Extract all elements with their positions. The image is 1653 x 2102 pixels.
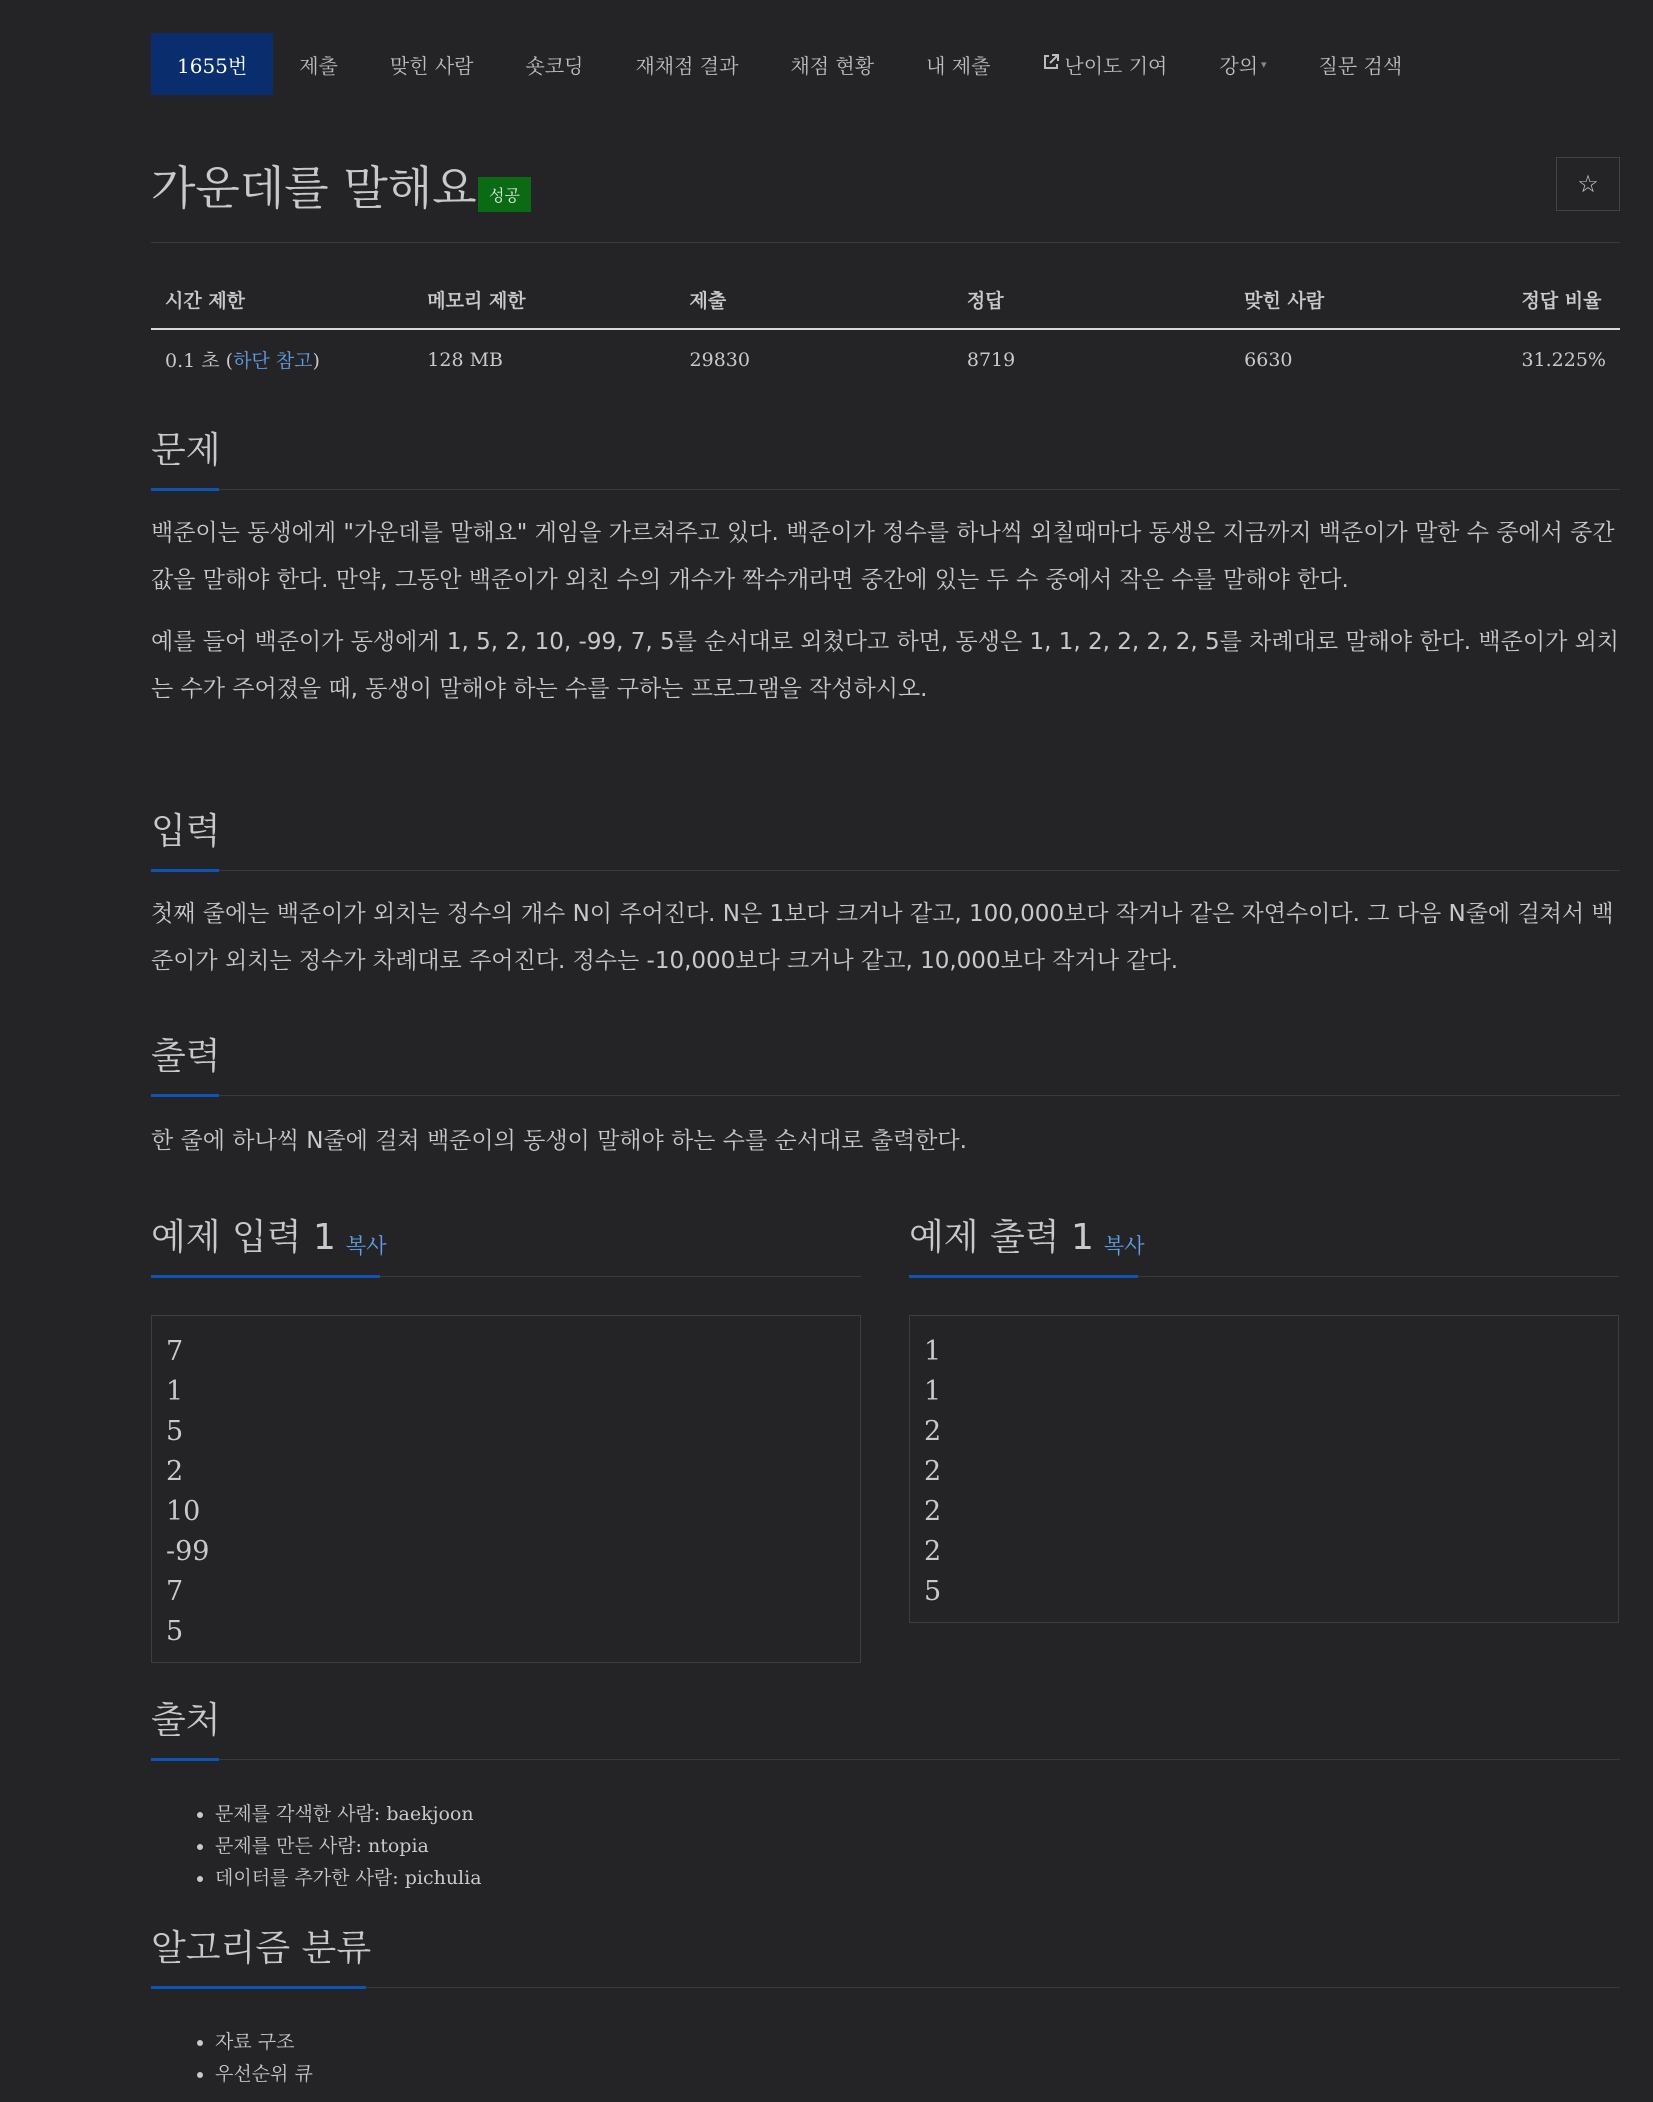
section-underline [151, 1758, 219, 1761]
algorithm-tag[interactable]: • 우선순위 큐 [215, 2058, 1620, 2090]
problem-paragraph-1: 백준이는 동생에게 "가운데를 말해요" 게임을 가르쳐주고 있다. 백준이가 정수를 하나씩 외칠때마다 동생은 지금까지 백준이가 말한 수 중에서 중간값을 말해야 한다. 만약, 그동안 백준이가 외친 수의 개수가 짝수개라면 중간에 있는 두 수 중에서 작은 수를 말해야 한다. [151, 520, 1615, 593]
caret-down-icon: ▾ [1261, 57, 1267, 71]
sample-input-heading: 예제 입력 1 [151, 1217, 336, 1258]
th-memory-limit: 메모리 제한 [413, 272, 675, 329]
sample-input-line: 7 [166, 1336, 184, 1367]
source-section [151, 1697, 1620, 1894]
sample-output-line: 5 [924, 1576, 942, 1607]
cell-time-limit [151, 329, 413, 389]
sample-output-line: 2 [924, 1456, 942, 1487]
nav-tab-problem[interactable] [151, 33, 273, 95]
time-limit-suffix: ) [312, 350, 320, 372]
nav-tab-question-search[interactable] [1293, 33, 1429, 95]
cell-accepted: 8719 [966, 348, 1016, 371]
nav-tab-lecture[interactable] [1193, 33, 1292, 95]
input-paragraph: 첫째 줄에는 백준이가 외치는 정수의 개수 N이 주어진다. N은 1보다 크거나 같고, 100,000보다 작거나 같은 자연수이다. 그 다음 N줄에 걸쳐서 백준이가 외치는 정수가 차례대로 주어진다. 정수는 -10,000보다 크거나 같고, 10,000보다 작거나 같다. [151, 901, 1614, 974]
problem-title-row [151, 150, 1620, 243]
nav-tab-rejudge-label: 재채점 결과 [635, 53, 739, 78]
sample-output-section [909, 1214, 1619, 1623]
th-accepted: 정답 [953, 272, 1230, 329]
sample-output-box [909, 1315, 1619, 1623]
time-limit-note-link[interactable]: 하단 참고 [233, 350, 313, 372]
problem-title: 가운데를 말해요 [151, 161, 477, 215]
problem-paragraph-2: 예를 들어 백준이가 동생에게 1, 5, 2, 10, -99, 7, 5를 순서대로 외쳤다고 하면, 동생은 1, 1, 2, 2, 2, 2, 5를 차례대로 말해야 한다. 백준이가 외치는 수가 주어졌을 때, 동생이 말해야 하는 수를 구하는 프로그램을 작성하시오. [151, 629, 1620, 702]
list-item: • 문제를 각색한 사람: baekjoon [215, 1798, 1620, 1830]
problem-info-table [151, 272, 1620, 389]
section-header [151, 1925, 1620, 1988]
sample-output-line: 2 [924, 1496, 942, 1527]
table-row [151, 329, 1620, 389]
section-underline [151, 488, 219, 491]
nav-tab-lecture-label: 강의 [1219, 53, 1259, 78]
sample-output-line: 2 [924, 1416, 942, 1447]
algorithm-list [151, 2026, 1620, 2090]
copy-sample-input-button[interactable]: 복사 [345, 1233, 387, 1258]
section-header [151, 427, 1620, 490]
section-underline [151, 1986, 366, 1989]
nav-tab-status-label: 채점 현황 [790, 53, 875, 78]
nav-tab-submit-label: 제출 [299, 53, 338, 78]
section-header [151, 1214, 861, 1277]
nav-tab-problem-label: 1655번 [177, 53, 248, 78]
status-badge: 성공 [478, 177, 531, 212]
th-solvers: 맞힌 사람 [1230, 272, 1507, 329]
section-underline [151, 1275, 380, 1278]
section-heading-output: 출력 [151, 1036, 221, 1077]
external-link-icon [1042, 53, 1060, 76]
problem-input-section [151, 808, 1620, 985]
sample-output-heading: 예제 출력 1 [909, 1217, 1094, 1258]
star-icon: ☆ [1577, 170, 1599, 198]
cell-memory-limit: 128 MB [427, 348, 503, 371]
section-heading-source: 출처 [151, 1700, 221, 1741]
source-list [151, 1798, 1620, 1894]
cell-submissions: 29830 [689, 348, 750, 371]
section-header [909, 1214, 1619, 1277]
copy-sample-output-button[interactable]: 복사 [1103, 1233, 1145, 1258]
th-ratio: 정답 비율 [1507, 272, 1620, 329]
nav-tab-short-coding[interactable] [500, 33, 610, 95]
nav-tab-my-submissions[interactable] [900, 33, 1016, 95]
problem-output-section [151, 1033, 1620, 1165]
nav-tab-solvers-label: 맞힌 사람 [389, 53, 474, 78]
nav-tab-solvers[interactable] [364, 33, 500, 95]
cell-ratio: 31.225% [1521, 348, 1606, 371]
cell-solvers: 6630 [1244, 348, 1293, 371]
sample-input-line: 5 [166, 1416, 184, 1447]
nav-tab-submit[interactable] [273, 33, 364, 95]
nav-tab-my-submissions-label: 내 제출 [926, 53, 991, 78]
th-time-limit: 시간 제한 [151, 272, 413, 329]
sample-input-line: 7 [166, 1576, 184, 1607]
section-underline [151, 869, 219, 872]
sample-output-line: 1 [924, 1336, 942, 1367]
nav-tab-difficulty-label: 난이도 기여 [1064, 53, 1168, 78]
nav-tab-difficulty[interactable] [1016, 33, 1193, 95]
section-header [151, 1697, 1620, 1760]
section-header [151, 1033, 1620, 1096]
list-item: • 문제를 만든 사람: ntopia [215, 1830, 1620, 1862]
sample-output-line: 1 [924, 1376, 942, 1407]
section-heading-algorithms: 알고리즘 분류 [151, 1928, 372, 1969]
algorithm-section [151, 1925, 1620, 2090]
section-underline [909, 1275, 1138, 1278]
sample-input-line: 5 [166, 1616, 184, 1647]
section-heading-input: 입력 [151, 811, 221, 852]
sample-input-line: 10 [166, 1496, 201, 1527]
list-item: • 데이터를 추가한 사람: pichulia [215, 1862, 1620, 1894]
algorithm-tag[interactable]: • 자료 구조 [215, 2026, 1620, 2058]
sample-input-line: 2 [166, 1456, 184, 1487]
time-limit-value: 0.1 초 ( [165, 350, 234, 372]
th-submissions: 제출 [676, 272, 953, 329]
output-paragraph: 한 줄에 하나씩 N줄에 걸쳐 백준이의 동생이 말해야 하는 수를 순서대로 출력한다. [151, 1128, 967, 1154]
section-header [151, 808, 1620, 871]
sample-output-line: 2 [924, 1536, 942, 1567]
sample-input-box [151, 1315, 861, 1663]
problem-nav [151, 33, 1428, 95]
nav-tab-rejudge[interactable] [609, 33, 764, 95]
favorite-star-button[interactable] [1556, 157, 1620, 211]
sample-input-section [151, 1214, 861, 1663]
nav-tab-short-coding-label: 숏코딩 [525, 53, 584, 78]
section-heading-problem: 문제 [151, 430, 221, 471]
section-underline [151, 1094, 219, 1097]
sample-input-line: 1 [166, 1376, 184, 1407]
nav-tab-status[interactable] [764, 33, 900, 95]
sample-input-line: -99 [166, 1536, 210, 1567]
nav-tab-question-search-label: 질문 검색 [1318, 53, 1403, 78]
problem-description-section [151, 427, 1620, 713]
